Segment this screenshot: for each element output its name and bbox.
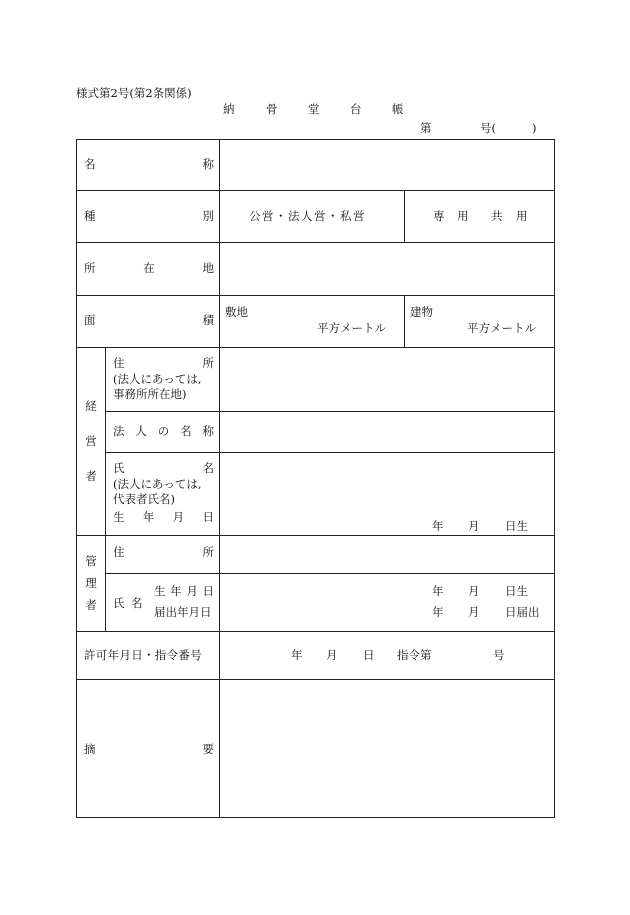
- building-area-unit: 平方メートル: [467, 321, 536, 335]
- building-area-label: 建物: [410, 305, 433, 319]
- location-label: 所 在 地: [84, 261, 214, 275]
- area-label: 面 積: [84, 313, 214, 327]
- row-divider: [76, 631, 555, 632]
- form-number: 様式第2号(第2条関係): [76, 86, 192, 100]
- column-divider: [105, 347, 106, 631]
- column-divider: [404, 190, 405, 242]
- kind-label: 種 別: [84, 209, 214, 223]
- kind-options[interactable]: 公営・法人営・私営: [249, 209, 366, 223]
- burial-register-form: 様式第2号(第2条関係) 納 骨 堂 台 帳 第 号( ) 名 称 種 別 公営・法人営・私営 専 用 共 用 所 在 地 面 積 敷地 平方メートル 建物 平方メートル 経 営 者 住 所 (法人にあっては, 事務所所在地) 法 人 の 名 称 氏 名 (法人にあっては, 代表者氏名) 生 年 月 日 年 月 日生 管 理 者 住 所 氏 名 生 年 月 日 届出年月日 年 月 日生 年 月 日届出 許可年月日・指令番号 年 月 日 指令第 号 摘 要: [0, 0, 630, 915]
- site-area-label: 敷地: [225, 305, 248, 319]
- manager-address-field[interactable]: [220, 536, 554, 573]
- name-field[interactable]: [220, 140, 554, 190]
- operator-address-field[interactable]: [220, 348, 554, 411]
- summary-field[interactable]: [220, 680, 554, 817]
- site-area-unit: 平方メートル: [317, 321, 386, 335]
- corporation-name-field[interactable]: [220, 412, 554, 452]
- operator-address-label: 住 所: [113, 356, 214, 370]
- row-divider: [76, 190, 555, 191]
- column-divider: [404, 295, 405, 347]
- row-divider: [105, 573, 555, 574]
- operator-name-label: 氏 名: [113, 461, 214, 475]
- name-label: 名 称: [84, 157, 214, 171]
- operator-address-note: (法人にあっては, 事務所所在地): [113, 372, 202, 401]
- corporation-name-label: 法 人 の 名 称: [113, 424, 214, 438]
- permit-label: 許可年月日・指令番号: [84, 648, 202, 662]
- operator-name-note: (法人にあっては, 代表者氏名): [113, 477, 202, 506]
- row-divider: [105, 452, 555, 453]
- row-divider: [76, 295, 555, 296]
- operator-birthdate-label: 生 年 月 日: [113, 510, 214, 524]
- manager-birthdate-label: 生 年 月 日: [154, 584, 214, 598]
- location-field[interactable]: [220, 243, 554, 295]
- summary-label: 摘 要: [84, 742, 214, 756]
- manager-address-label: 住 所: [113, 545, 214, 559]
- manager-filed-date-label: 届出年月日: [154, 605, 212, 619]
